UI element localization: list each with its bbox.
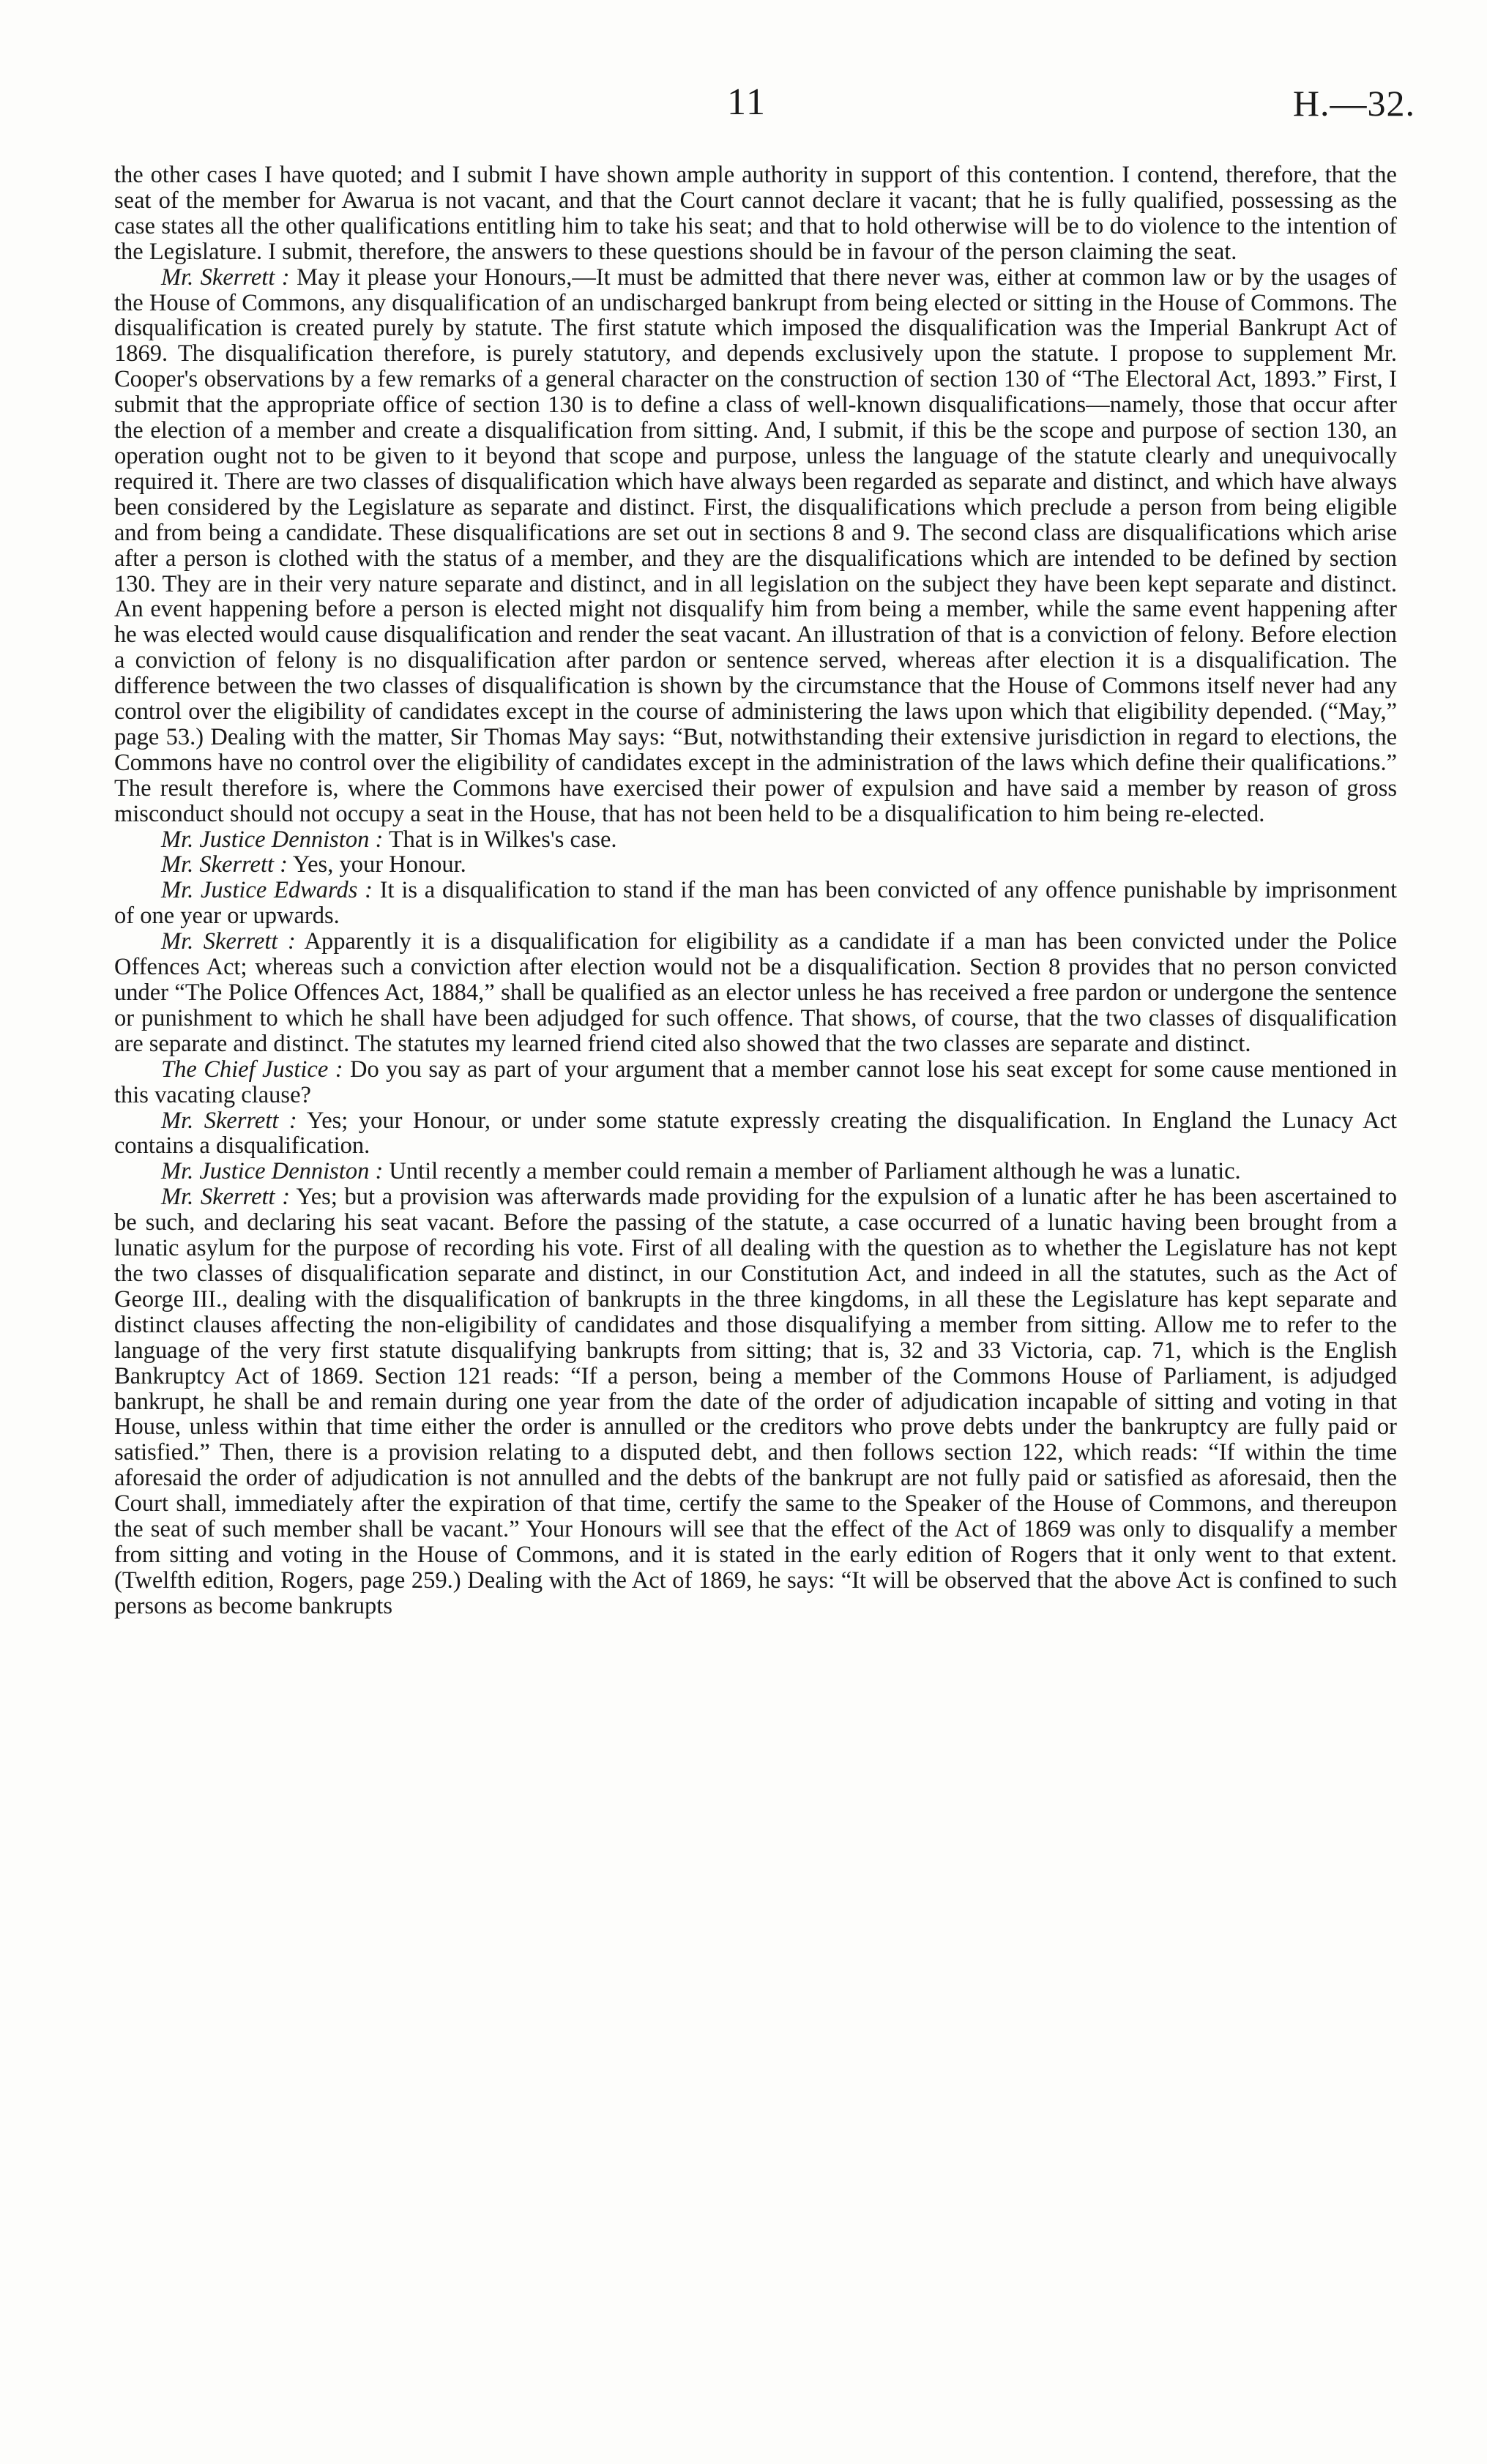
speaker-name: Mr. Justice Denniston : <box>161 826 384 853</box>
paragraph-text: Yes; your Honour, or under some statute expressly creating the disqualification. In England the Lunacy Act contains a disqualification. <box>114 1107 1397 1160</box>
paragraph <box>114 1108 1397 1160</box>
paragraph <box>114 878 1397 929</box>
document-reference: H.—32. <box>1292 83 1415 124</box>
paragraph <box>114 163 1397 265</box>
speaker-name: Mr. Justice Denniston : <box>161 1158 384 1185</box>
paragraph-text: Yes, your Honour. <box>288 851 466 878</box>
page-number: 11 <box>726 81 767 123</box>
speaker-name: Mr. Skerrett : <box>161 1184 291 1211</box>
paragraph-text: May it please your Honours,—It must be admitted that there never was, either at common law or by the usages of the House of Commons, any disqualification of an undischarged bankrupt from being elected or sitting in the House of Commons. The disqualification is created purely by statute. The first statute which imposed the disqualification was the Imperial Bankrupt Act of 1869. The disqualification therefore, is purely statutory, and depends exclusively upon the statute. I propose to supplement Mr. Cooper's observations by a few remarks of a general character on the construction of section 130 of “The Electoral Act, 1893.” First, I submit that the appropriate office of section 130 is to define a class of well-known disqualifications—namely, those that occur after the election of a member and create a disqualification from sitting. And, I submit, if this be the scope and purpose of section 130, an operation ought not to be given to it beyond that scope and purpose, unless the language of the statute clearly and unequivocally required it. There are two classes of disqualification which have always been regarded as separate and distinct, and which have always been considered by the Legislature as separate and distinct. First, the disqualifications which preclude a person from being eligible and from being a candidate. These disqualifications are set out in sections 8 and 9. The second class are disqualifications which arise after a person is clothed with the status of a member, and they are the disqualifications which are intended to be defined by section 130. They are in their very nature separate and distinct, and in all legislation on the subject they have been kept separate and distinct. An event happening before a person is elected might not disqualify him from being a member, while the same event happening after he was elected would cause disqualification and render the seat vacant. An illustration of that is a conviction of felony. Before election a conviction of felony is no disqualification after pardon or sentence served, whereas after election it is a disqualification. The difference between the two classes of disqualification is shown by the circumstance that the House of Commons itself never had any control over the eligibility of candidates except in the course of administering the laws upon which that eligibility depended. (“May,” page 53.) Dealing with the matter, Sir Thomas May says: “But, notwithstanding their extensive jurisdiction in regard to elections, the Commons have no control over the eligibility of candidates except in the administration of the laws which define their qualifications.” The result therefore is, where the Commons have exercised their power of expulsion and have said a member by reason of gross misconduct should not occupy a seat in the House, that has not been held to be a disqualification to him being re-elected. <box>114 264 1397 827</box>
paragraph-text: That is in Wilkes's case. <box>383 826 617 853</box>
paragraph <box>114 1159 1397 1184</box>
paragraph-text: the other cases I have quoted; and I submit I have shown ample authority in support of this contention. I contend, therefore, that the seat of the member for Awarua is not vacant, and that the Court cannot declare it vacant; that he is fully qualified, possessing as the case states all the other qualifications entitling him to take his seat; and that to hold otherwise will be to do violence to the intention of the Legislature. I submit, therefore, the answers to these questions should be in favour of the person claiming the seat. <box>114 163 1397 265</box>
paragraph <box>114 852 1397 878</box>
paragraph-text: Do you say as part of your argument that a member cannot lose his seat except for some cause mentioned in this vacating clause? <box>114 1056 1397 1108</box>
paragraph <box>114 265 1397 827</box>
speaker-name: Mr. Justice Edwards : <box>161 877 373 904</box>
paragraph <box>114 1184 1397 1619</box>
paragraph-text: Apparently it is a disqualification for eligibility as a candidate if a man has been convicted under the Police Offences Act; whereas such a conviction after election would not be a disqualification. Section 8 provides that no person convicted under “The Police Offences Act, 1884,” shall be qualified as an elector unless he has received a free pardon or undergone the sentence or punishment to which he shall have been adjudged for such offence. That shows, of course, that the two classes of disqualification are separate and distinct. The statutes my learned friend cited also showed that the two classes are separate and distinct. <box>114 928 1397 1057</box>
speaker-name: Mr. Skerrett : <box>161 851 288 878</box>
body-text <box>114 163 1397 2439</box>
paragraph-text: It is a disqualification to stand if the man has been convicted of any offence punishable by imprisonment of one year or upwards. <box>114 877 1397 930</box>
speaker-name: Mr. Skerrett : <box>161 264 290 291</box>
paragraph <box>114 1057 1397 1108</box>
speaker-name: The Chief Justice : <box>161 1056 343 1083</box>
speaker-name: Mr. Skerrett : <box>161 1107 297 1134</box>
paragraph <box>114 827 1397 853</box>
speaker-name: Mr. Skerrett : <box>161 928 296 955</box>
paragraph <box>114 929 1397 1057</box>
paragraph-text: Yes; but a provision was afterwards made providing for the expulsion of a lunatic after he has been ascertained to be such, and declaring his seat vacant. Before the passing of the statute, a case occurred of a lunatic having been brought from a lunatic asylum for the purpose of recording his vote. First of all dealing with the question as to whether the Legislature has not kept the two classes of disqualification separate and distinct, in our Constitution Act, and indeed in all the statutes, such as the Act of George III., dealing with the disqualification of bankrupts in the three kingdoms, in all these the Legislature has kept separate and distinct clauses affecting the non-eligibility of candidates and those disqualifying a member from sitting. Allow me to refer to the language of the very first statute disqualifying bankrupts from sitting; that is, 32 and 33 Victoria, cap. 71, which is the English Bankruptcy Act of 1869. Section 121 reads: “If a person, being a member of the Commons House of Parliament, is adjudged bankrupt, he shall be and remain during one year from the date of the order of adjudication incapable of sitting and voting in that House, unless within that time either the order is annulled or the creditors who prove debts under the bankruptcy are fully paid or satisfied.” Then, there is a provision relating to a disputed debt, and then follows section 122, which reads: “If within the time aforesaid the order of adjudication is not annulled and the debts of the bankrupt are not fully paid or satisfied as aforesaid, then the Court shall, immediately after the expiration of that time, certify the same to the Speaker of the House of Commons, and thereupon the seat of such member shall be vacant.” Your Honours will see that the effect of the Act of 1869 was only to disqualify a member from sitting and voting in the House of Commons, and it is stated in the early edition of Rogers that it only went to that extent. (Twelfth edition, Rogers, page 259.) Dealing with the Act of 1869, he says: “It will be observed that the above Act is confined to such persons as become bankrupts <box>114 1184 1397 1619</box>
paragraph-text: Until recently a member could remain a member of Parliament although he was a lunatic. <box>383 1158 1241 1185</box>
